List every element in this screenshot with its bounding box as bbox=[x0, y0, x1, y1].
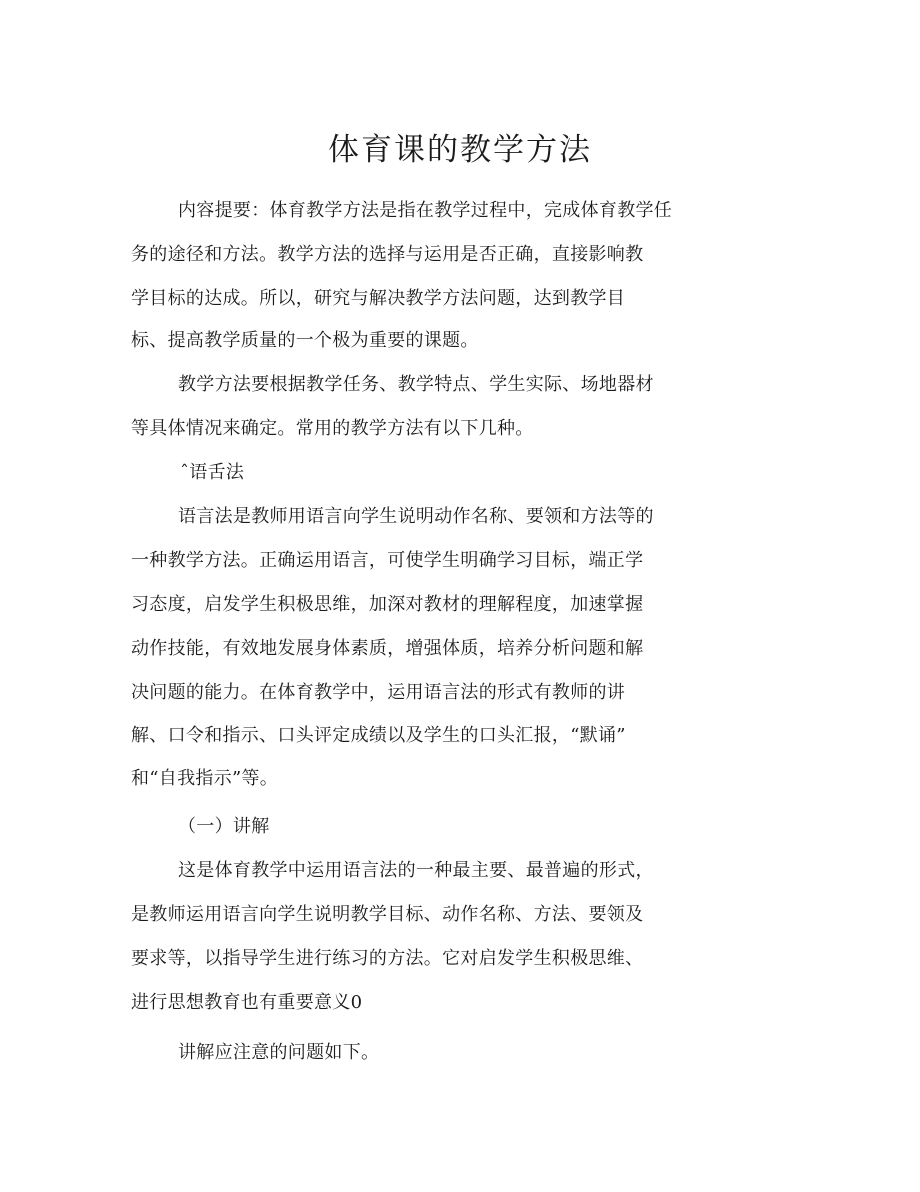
paragraph-line: 习态度，启发学生积极思维，加深对教材的理解程度，加速掌握 bbox=[131, 594, 644, 615]
paragraph-line: 内容提要：体育教学方法是指在教学过程中，完成体育教学任 bbox=[178, 200, 673, 221]
document-title: 体育课的教学方法 bbox=[328, 132, 592, 168]
paragraph-line: 教学方法要根据教学任务、教学特点、学生实际、场地器材 bbox=[178, 374, 654, 395]
paragraph-line: 解、口令和指示、口头评定成绩以及学生的口头汇报，“默诵” bbox=[131, 725, 626, 746]
paragraph-line: 一种教学方法。正确运用语言，可使学生明确学习目标，端正学 bbox=[131, 550, 644, 571]
paragraph-line: 决问题的能力。在体育教学中，运用语言法的形式有教师的讲 bbox=[131, 682, 626, 703]
section-heading: ˆ语舌法 bbox=[180, 462, 245, 483]
paragraph-line: 标、提高教学质量的一个极为重要的课题。 bbox=[131, 330, 479, 351]
paragraph-line: 语言法是教师用语言向学生说明动作名称、要领和方法等的 bbox=[178, 506, 654, 527]
paragraph-line: 等具体情况来确定。常用的教学方法有以下几种。 bbox=[131, 418, 534, 439]
paragraph-line: 务的途径和方法。教学方法的选择与运用是否正确，直接影响教 bbox=[131, 244, 644, 265]
subsection-heading: （一）讲解 bbox=[178, 816, 270, 837]
paragraph-line: 这是体育教学中运用语言法的一种最主要、最普遍的形式， bbox=[178, 860, 654, 881]
paragraph-line: 和“自我指示”等。 bbox=[131, 768, 279, 789]
paragraph-line: 讲解应注意的问题如下。 bbox=[178, 1042, 380, 1063]
paragraph-line: 动作技能，有效地发展身体素质，增强体质，培养分析问题和解 bbox=[131, 638, 644, 659]
paragraph-line: 进行思想教育也有重要意义0 bbox=[131, 992, 363, 1013]
paragraph-line: 要求等，以指导学生进行练习的方法。它对启发学生积极思维、 bbox=[131, 948, 644, 969]
paragraph-line: 学目标的达成。所以，研究与解决教学方法问题，达到教学目 bbox=[131, 288, 626, 309]
paragraph-line: 是教师运用语言向学生说明教学目标、动作名称、方法、要领及 bbox=[131, 904, 644, 925]
